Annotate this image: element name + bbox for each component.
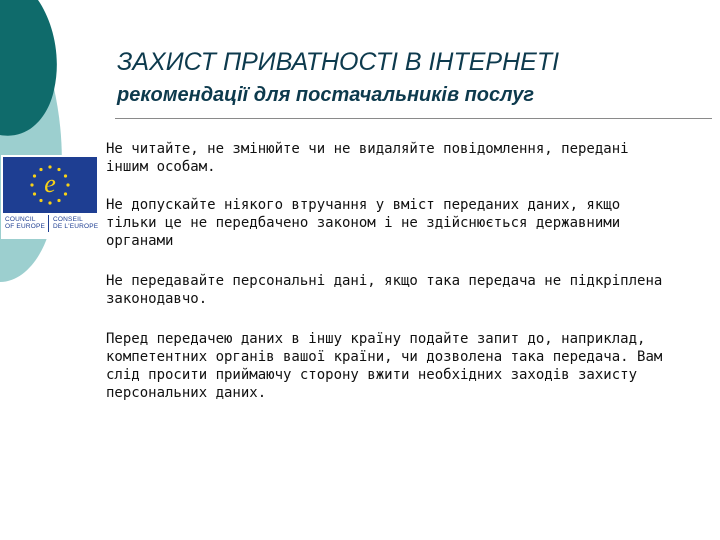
bullet-item: Не допускайте ніякого втручання у вміст переданих даних, якщо тільки це не передбачено законом і не здійснюється державними органами [106,197,621,249]
council-of-europe-logo [1,155,99,239]
bullet-item: Не передавайте персональні дані, якщо така передача не підкріплена законодавчо. [106,273,663,307]
flag-icon [3,157,97,213]
logo-text-fr: CONSEIL DE L'EUROPE [53,216,99,230]
bullet-item: Не читайте, не змінюйте чи не видаляйте повідомлення, передані іншим особам. [106,141,629,175]
bullet-list [104,140,716,402]
title-divider [115,118,712,119]
slide-subtitle: рекомендації для постачальників послуг [117,84,535,106]
slide-decoration [0,0,110,540]
logo-letter: e [44,169,56,198]
logo-text-en: COUNCIL OF EUROPE [5,216,46,230]
slide-title: ЗАХИСТ ПРИВАТНОСТІ В ІНТЕРНЕТІ [117,48,560,76]
logo-divider [48,215,49,232]
bullet-item: Перед передачею даних в іншу країну подайте запит до, наприклад, компетентних органів вашої країни, чи дозволена така передача. Вам слід просити приймаючу сторону вжити необхідних заходів захисту персональних даних. [106,331,663,401]
